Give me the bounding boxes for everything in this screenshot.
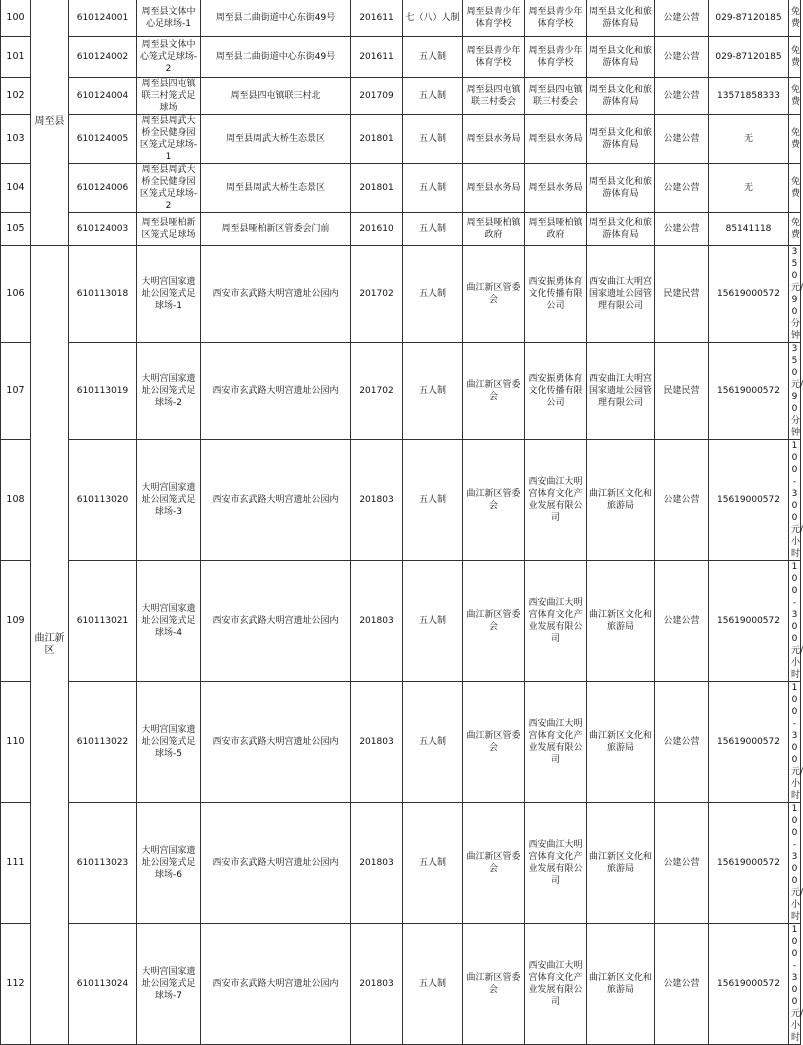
cell-builder: 曲江新区管委会 [463, 561, 525, 682]
cell-operator: 周至县青少年体育学校 [525, 37, 587, 78]
cell-phone: 029-87120185 [709, 37, 789, 78]
cell-format: 五人制 [403, 561, 463, 682]
cell-mode: 公建公营 [655, 682, 709, 803]
cell-builder: 曲江新区管委会 [463, 682, 525, 803]
cell-mode: 公建公营 [655, 803, 709, 924]
cell-name: 大明宫国家遗址公园笼式足球场-4 [137, 561, 201, 682]
cell-supervisor: 周至县文化和旅游体育局 [587, 164, 655, 213]
row-number: 105 [1, 213, 31, 246]
cell-address: 周至县二曲街道中心东街49号 [201, 0, 351, 37]
cell-builder: 周至县四屯镇联三村委会 [463, 78, 525, 115]
table-row [1, 924, 801, 1045]
cell-mode: 民建民营 [655, 246, 709, 343]
cell-code: 610124006 [69, 164, 137, 213]
cell-format: 七（八）人制 [403, 0, 463, 37]
cell-mode: 公建公营 [655, 115, 709, 164]
cell-code: 610124003 [69, 213, 137, 246]
cell-builder: 周至县青少年体育学校 [463, 37, 525, 78]
table-row [1, 682, 801, 803]
cell-supervisor: 西安曲江大明宫国家遗址公园管理有限公司 [587, 343, 655, 440]
row-number: 104 [1, 164, 31, 213]
cell-operator: 周至县水务局 [525, 164, 587, 213]
cell-date: 201611 [351, 37, 403, 78]
cell-mode: 民建民营 [655, 343, 709, 440]
cell-name: 大明宫国家遗址公园笼式足球场-7 [137, 924, 201, 1045]
cell-supervisor: 曲江新区文化和旅游局 [587, 561, 655, 682]
cell-phone: 15619000572 [709, 803, 789, 924]
table-row [1, 78, 801, 115]
cell-builder: 曲江新区管委会 [463, 440, 525, 561]
cell-code: 610124004 [69, 78, 137, 115]
cell-date: 201803 [351, 561, 403, 682]
table-body [1, 0, 801, 1045]
row-number: 100 [1, 0, 31, 37]
cell-format: 五人制 [403, 440, 463, 561]
cell-format: 五人制 [403, 343, 463, 440]
cell-supervisor: 周至县文化和旅游体育局 [587, 115, 655, 164]
cell-supervisor: 曲江新区文化和旅游局 [587, 924, 655, 1045]
cell-format: 五人制 [403, 213, 463, 246]
table-row [1, 343, 801, 440]
cell-mode: 公建公营 [655, 37, 709, 78]
cell-date: 201801 [351, 115, 403, 164]
cell-operator: 周至县四屯镇联三村委会 [525, 78, 587, 115]
cell-code: 610113021 [69, 561, 137, 682]
cell-phone: 029-87120185 [709, 0, 789, 37]
row-number: 101 [1, 37, 31, 78]
cell-phone: 85141118 [709, 213, 789, 246]
cell-format: 五人制 [403, 115, 463, 164]
cell-phone: 15619000572 [709, 561, 789, 682]
cell-phone: 15619000572 [709, 343, 789, 440]
cell-code: 610113022 [69, 682, 137, 803]
cell-date: 201610 [351, 213, 403, 246]
cell-operator: 西安曲江大明宫体育文化产业发展有限公司 [525, 440, 587, 561]
table-row [1, 164, 801, 213]
table-row [1, 37, 801, 78]
cell-date: 201702 [351, 343, 403, 440]
cell-format: 五人制 [403, 682, 463, 803]
cell-fee: 350元/90分钟 [789, 246, 801, 343]
cell-operator: 西安曲江大明宫体育文化产业发展有限公司 [525, 924, 587, 1045]
cell-mode: 公建公营 [655, 164, 709, 213]
cell-format: 五人制 [403, 164, 463, 213]
cell-mode: 公建公营 [655, 561, 709, 682]
cell-mode: 公建公营 [655, 78, 709, 115]
cell-mode: 公建公营 [655, 0, 709, 37]
cell-code: 610113018 [69, 246, 137, 343]
cell-builder: 曲江新区管委会 [463, 924, 525, 1045]
cell-address: 西安市玄武路大明宫遗址公园内 [201, 682, 351, 803]
cell-address: 西安市玄武路大明宫遗址公园内 [201, 803, 351, 924]
cell-format: 五人制 [403, 924, 463, 1045]
table-row [1, 115, 801, 164]
cell-fee: 免费 [789, 213, 801, 246]
cell-supervisor: 曲江新区文化和旅游局 [587, 803, 655, 924]
cell-name: 大明宫国家遗址公园笼式足球场-5 [137, 682, 201, 803]
table-row [1, 803, 801, 924]
cell-name: 大明宫国家遗址公园笼式足球场-6 [137, 803, 201, 924]
table-row [1, 0, 801, 37]
cell-supervisor: 周至县文化和旅游体育局 [587, 37, 655, 78]
cell-operator: 周至县水务局 [525, 115, 587, 164]
cell-fee: 免费 [789, 164, 801, 213]
row-number: 103 [1, 115, 31, 164]
cell-name: 周至县哑柏新区笼式足球场 [137, 213, 201, 246]
row-number: 106 [1, 246, 31, 343]
cell-fee: 免费 [789, 0, 801, 37]
cell-date: 201702 [351, 246, 403, 343]
table-row [1, 440, 801, 561]
row-number: 110 [1, 682, 31, 803]
cell-code: 610124002 [69, 37, 137, 78]
cell-fee: 免费 [789, 115, 801, 164]
cell-operator: 西安振勇体育文化传播有限公司 [525, 343, 587, 440]
table-row [1, 213, 801, 246]
cell-phone: 15619000572 [709, 440, 789, 561]
cell-name: 大明宫国家遗址公园笼式足球场-1 [137, 246, 201, 343]
cell-address: 西安市玄武路大明宫遗址公园内 [201, 246, 351, 343]
cell-fee: 免费 [789, 37, 801, 78]
cell-date: 201709 [351, 78, 403, 115]
cell-supervisor: 曲江新区文化和旅游局 [587, 682, 655, 803]
cell-code: 610113019 [69, 343, 137, 440]
cell-fee: 100-300元/小时 [789, 561, 801, 682]
cell-date: 201803 [351, 440, 403, 561]
cell-name: 周至县周武大桥全民健身园区笼式足球场-2 [137, 164, 201, 213]
cell-name: 周至县文体中心足球场-1 [137, 0, 201, 37]
cell-operator: 西安曲江大明宫体育文化产业发展有限公司 [525, 561, 587, 682]
cell-supervisor: 周至县文化和旅游体育局 [587, 0, 655, 37]
cell-phone: 15619000572 [709, 924, 789, 1045]
row-number: 112 [1, 924, 31, 1045]
cell-format: 五人制 [403, 37, 463, 78]
cell-fee: 免费 [789, 78, 801, 115]
cell-format: 五人制 [403, 246, 463, 343]
table-row [1, 246, 801, 343]
district-cell: 曲江新区 [31, 246, 69, 1045]
cell-phone: 13571858333 [709, 78, 789, 115]
cell-mode: 公建公营 [655, 924, 709, 1045]
cell-date: 201611 [351, 0, 403, 37]
cell-name: 周至县四屯镇联三村笼式足球场 [137, 78, 201, 115]
cell-operator: 西安曲江大明宫体育文化产业发展有限公司 [525, 682, 587, 803]
row-number: 108 [1, 440, 31, 561]
cell-code: 610113020 [69, 440, 137, 561]
cell-date: 201801 [351, 164, 403, 213]
row-number: 111 [1, 803, 31, 924]
cell-fee: 100-300元/小时 [789, 803, 801, 924]
cell-builder: 周至县水务局 [463, 115, 525, 164]
cell-code: 610124005 [69, 115, 137, 164]
cell-format: 五人制 [403, 803, 463, 924]
cell-code: 610113024 [69, 924, 137, 1045]
cell-date: 201803 [351, 924, 403, 1045]
cell-supervisor: 西安曲江大明宫国家遗址公园管理有限公司 [587, 246, 655, 343]
cell-code: 610113023 [69, 803, 137, 924]
table-row [1, 561, 801, 682]
cell-phone: 无 [709, 164, 789, 213]
cell-code: 610124001 [69, 0, 137, 37]
cell-fee: 350元/90分钟 [789, 343, 801, 440]
cell-name: 大明宫国家遗址公园笼式足球场-2 [137, 343, 201, 440]
cell-address: 周至县二曲街道中心东街49号 [201, 37, 351, 78]
cell-address: 西安市玄武路大明宫遗址公园内 [201, 440, 351, 561]
cell-operator: 周至县青少年体育学校 [525, 0, 587, 37]
cell-fee: 100-300元/小时 [789, 924, 801, 1045]
cell-operator: 西安曲江大明宫体育文化产业发展有限公司 [525, 803, 587, 924]
cell-address: 周至县周武大桥生态景区 [201, 164, 351, 213]
cell-mode: 公建公营 [655, 440, 709, 561]
cell-builder: 周至县青少年体育学校 [463, 0, 525, 37]
cell-address: 西安市玄武路大明宫遗址公园内 [201, 343, 351, 440]
cell-supervisor: 曲江新区文化和旅游局 [587, 440, 655, 561]
cell-operator: 西安振勇体育文化传播有限公司 [525, 246, 587, 343]
cell-address: 周至县哑柏新区管委会门前 [201, 213, 351, 246]
cell-address: 西安市玄武路大明宫遗址公园内 [201, 561, 351, 682]
cell-fee: 100-300元/小时 [789, 440, 801, 561]
cell-supervisor: 周至县文化和旅游体育局 [587, 213, 655, 246]
cell-builder: 周至县水务局 [463, 164, 525, 213]
cell-address: 西安市玄武路大明宫遗址公园内 [201, 924, 351, 1045]
district-cell: 周至县 [31, 0, 69, 246]
cell-builder: 曲江新区管委会 [463, 246, 525, 343]
cell-supervisor: 周至县文化和旅游体育局 [587, 78, 655, 115]
cell-phone: 15619000572 [709, 682, 789, 803]
cell-builder: 曲江新区管委会 [463, 803, 525, 924]
cell-date: 201803 [351, 682, 403, 803]
cell-phone: 无 [709, 115, 789, 164]
cell-address: 周至县四屯镇联三村北 [201, 78, 351, 115]
cell-builder: 曲江新区管委会 [463, 343, 525, 440]
cell-date: 201803 [351, 803, 403, 924]
cell-format: 五人制 [403, 78, 463, 115]
cell-address: 周至县周武大桥生态景区 [201, 115, 351, 164]
cell-name: 大明宫国家遗址公园笼式足球场-3 [137, 440, 201, 561]
cell-builder: 周至县哑柏镇政府 [463, 213, 525, 246]
cell-phone: 15619000572 [709, 246, 789, 343]
row-number: 107 [1, 343, 31, 440]
cell-fee: 100-300元/小时 [789, 682, 801, 803]
cell-name: 周至县周武大桥全民健身园区笼式足球场-1 [137, 115, 201, 164]
row-number: 109 [1, 561, 31, 682]
cell-operator: 周至县哑柏镇政府 [525, 213, 587, 246]
cell-mode: 公建公营 [655, 213, 709, 246]
cell-name: 周至县文体中心笼式足球场-2 [137, 37, 201, 78]
row-number: 102 [1, 78, 31, 115]
